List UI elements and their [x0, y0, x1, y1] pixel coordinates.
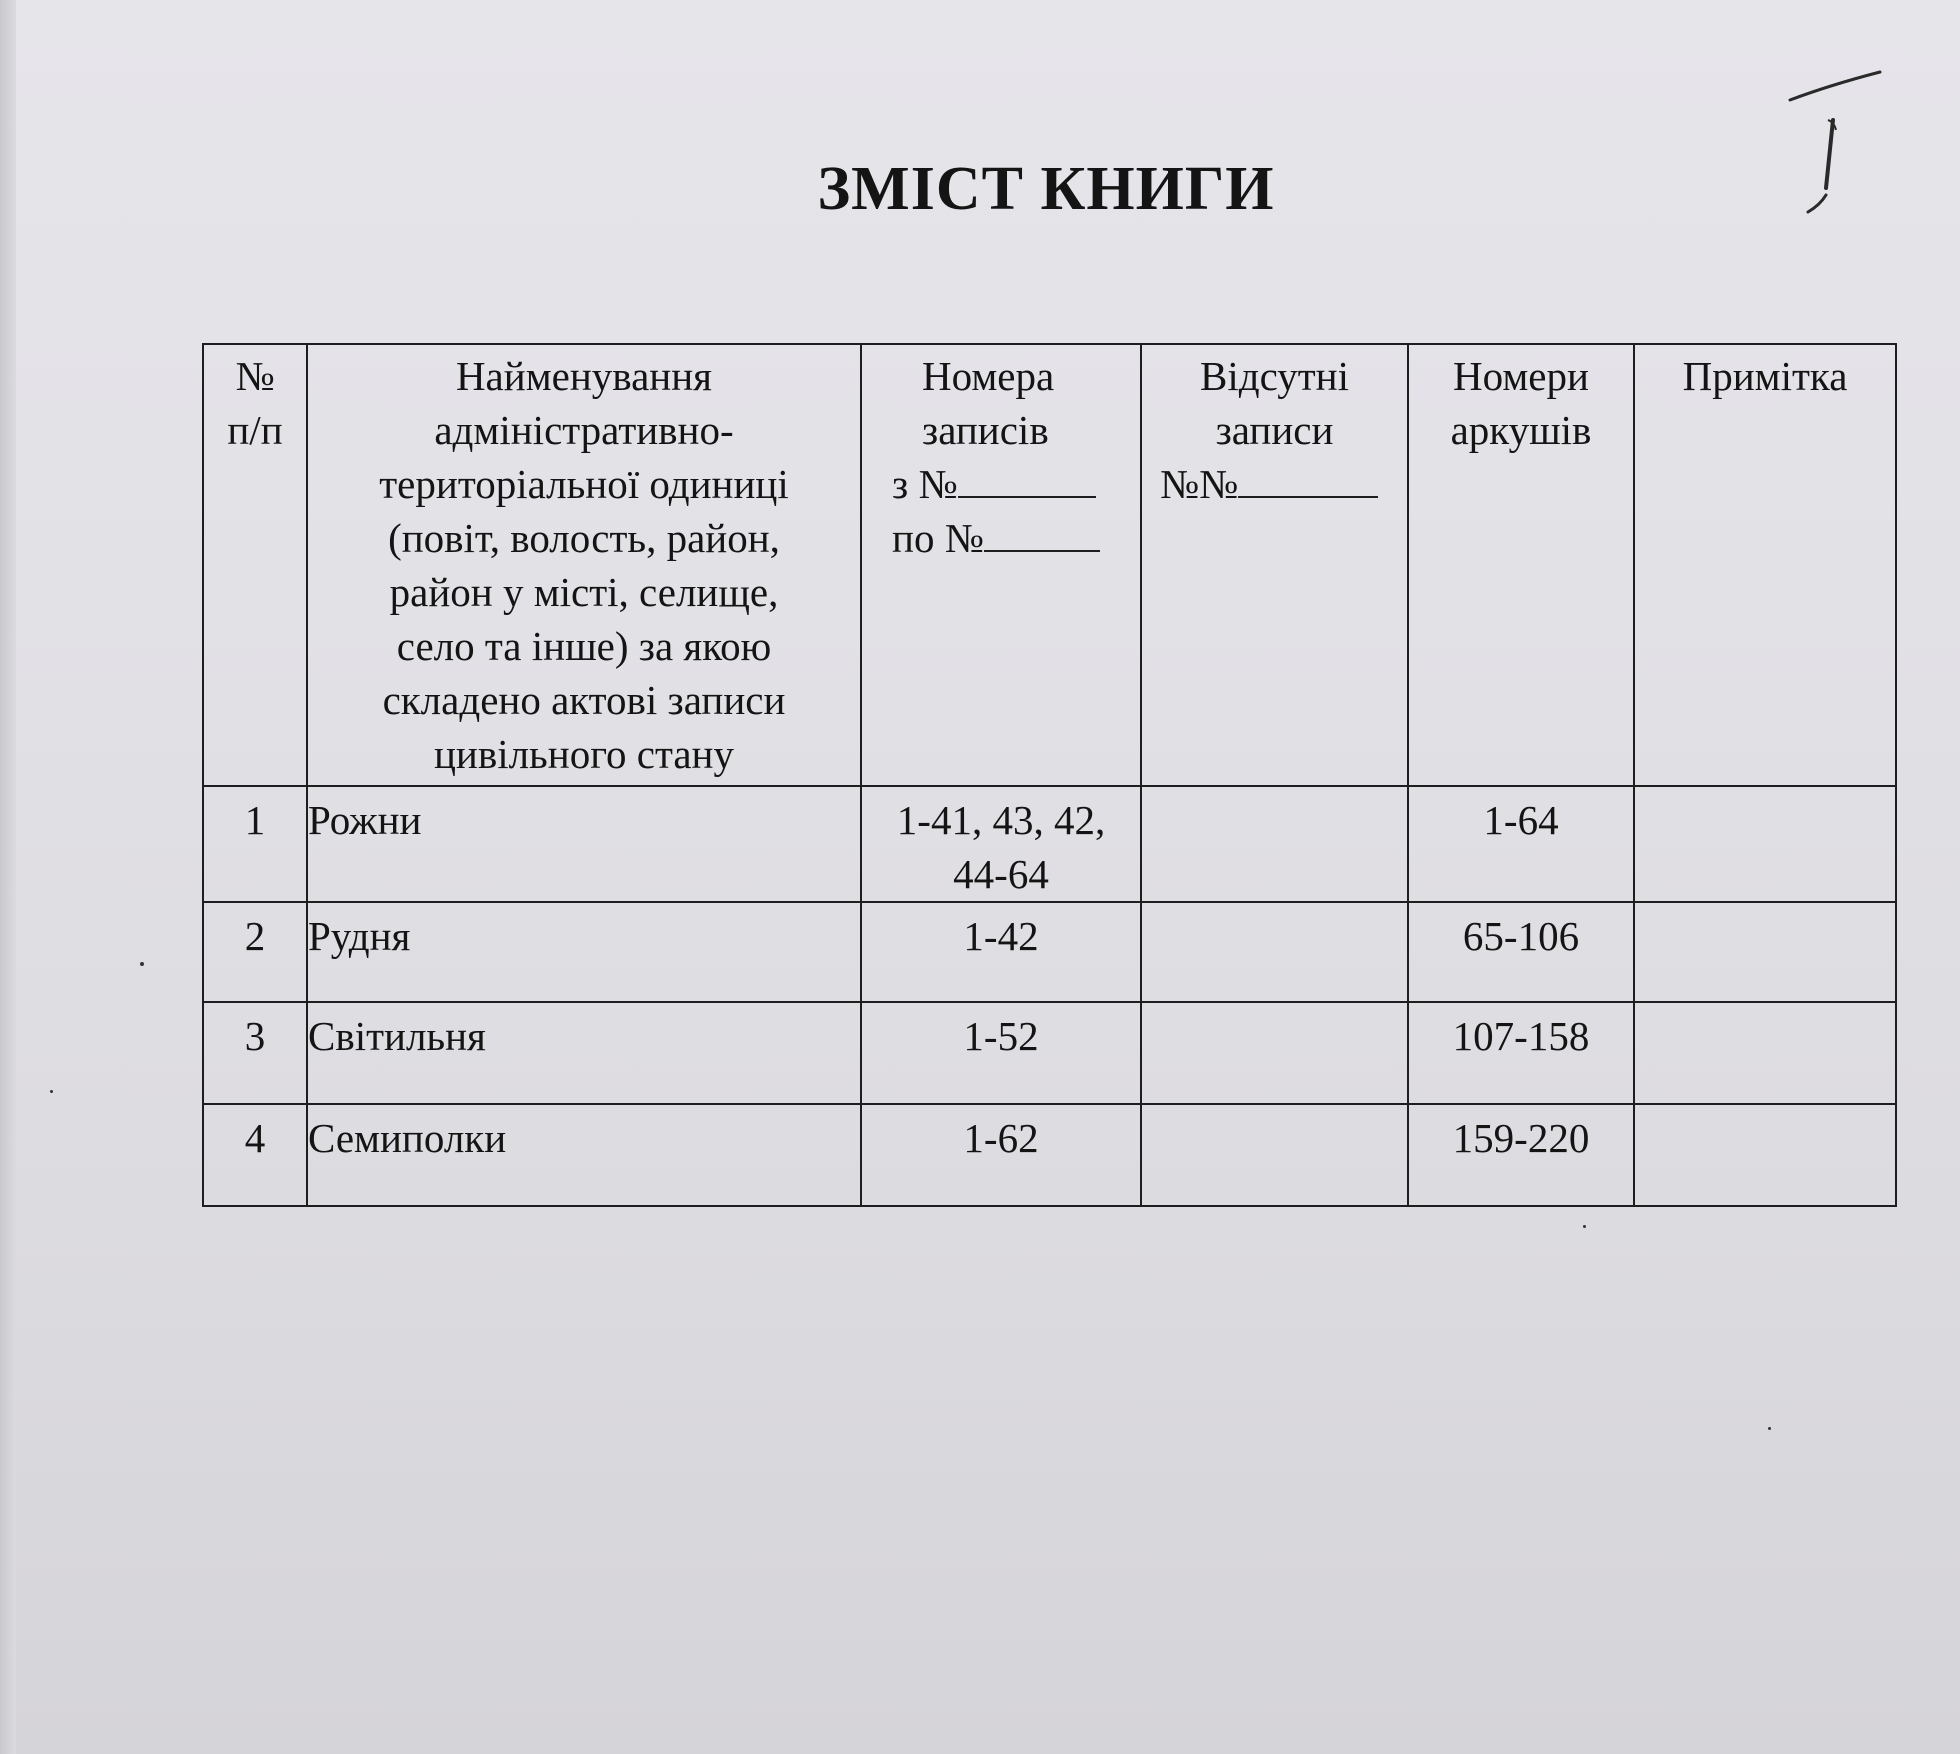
unit-name: Рудня: [307, 902, 861, 1002]
row-number: 3: [203, 1002, 307, 1104]
blank-line: [958, 460, 1096, 498]
missing-records: [1141, 786, 1408, 902]
blank-line: [984, 514, 1100, 552]
missing-records: [1141, 1104, 1408, 1206]
sheet-numbers: 65-106: [1408, 902, 1634, 1002]
unit-name: Семиполки: [307, 1104, 861, 1206]
missing-records: [1141, 1002, 1408, 1104]
record-numbers: 1-62: [861, 1104, 1141, 1206]
row-number: 2: [203, 902, 307, 1002]
table-header-row: [203, 344, 1896, 786]
page-title: ЗМІСТ КНИГИ: [817, 155, 1275, 223]
unit-name: Рожни: [307, 786, 861, 902]
row-number: 4: [203, 1104, 307, 1206]
handwritten-folio-number: [1770, 60, 1900, 230]
blank-line: [1238, 460, 1378, 498]
sheet-numbers: 159-220: [1408, 1104, 1634, 1206]
unit-name: Світильня: [307, 1002, 861, 1104]
sheet-numbers: 1-64: [1408, 786, 1634, 902]
table-row: [203, 1002, 1896, 1104]
contents-table: [202, 343, 1897, 1207]
paper-speck: [1583, 1225, 1586, 1228]
paper-speck: [1768, 1427, 1771, 1430]
note: [1634, 902, 1896, 1002]
header-unit-name: Найменування адміністративно- територіальної одиниці (повіт, волость, район, район у місті, селище, село та інше) за якою складено актові записи цивільного стану: [307, 344, 861, 786]
record-numbers: 1-52: [861, 1002, 1141, 1104]
sheet-numbers: 107-158: [1408, 1002, 1634, 1104]
record-numbers: 1-42: [861, 902, 1141, 1002]
table-row: [203, 902, 1896, 1002]
header-missing-records: Відсутні записи №№: [1141, 344, 1408, 786]
header-sheet-numbers: Номери аркушів: [1408, 344, 1634, 786]
row-number: 1: [203, 786, 307, 902]
header-note: Примітка: [1634, 344, 1896, 786]
header-record-numbers: Номера записів з № по №: [861, 344, 1141, 786]
note: [1634, 786, 1896, 902]
missing-records: [1141, 902, 1408, 1002]
record-numbers: 1-41, 43, 42, 44-64: [861, 786, 1141, 902]
table-row: [203, 1104, 1896, 1206]
header-row-number: № п/п: [203, 344, 307, 786]
table-row: [203, 786, 1896, 902]
note: [1634, 1002, 1896, 1104]
note: [1634, 1104, 1896, 1206]
paper-speck: [50, 1090, 53, 1093]
paper-speck: [140, 962, 144, 966]
page-edge-shadow: [0, 0, 16, 1754]
